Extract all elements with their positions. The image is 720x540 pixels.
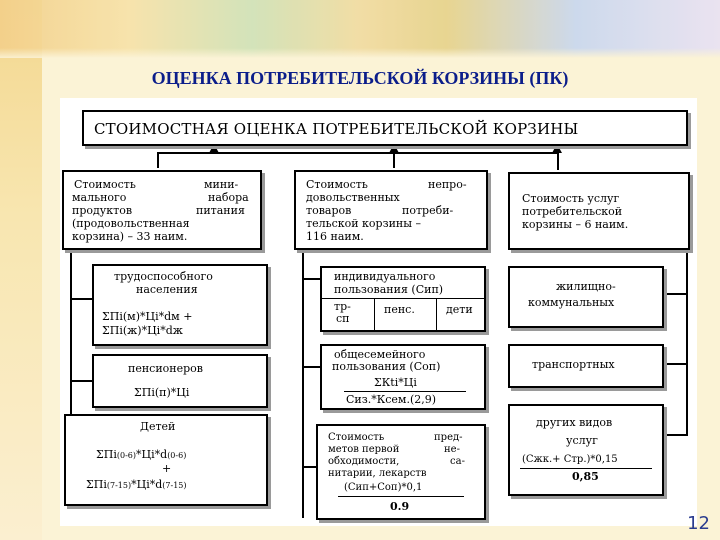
nonfood-text: довольственных [306,191,400,204]
formula-part: d [160,448,168,461]
connector [686,248,688,436]
nonfood-text: 116 наим. [306,230,364,243]
connector [302,466,316,468]
services-box [508,172,690,250]
connector [213,150,215,153]
food-text: мини- [204,178,239,191]
connector [70,248,72,418]
services-text: потребительской [522,205,623,218]
pensioners-box [92,354,268,408]
family-coef: Сиз.*Ксем.(2,9) [346,393,437,406]
total-cost-label: СТОИМОСТНАЯ ОЦЕНКА ПОТРЕБИТЕЛЬСКОЙ КОРЗИНЫ [94,120,579,138]
children-formula-1 [96,448,186,461]
essentials-text: Стоимость [328,432,385,443]
children-label: Детей [140,420,176,433]
connector [302,278,320,280]
nonfood-text: Стоимость [306,178,368,191]
connector [664,434,686,436]
food-text: набора [208,191,249,204]
working-text: трудоспособного [114,270,213,283]
connector [664,293,686,295]
connector [557,152,559,170]
nonfood-text: тельской корзины – [306,217,422,230]
connector [70,380,92,382]
children-formula-2 [86,478,187,491]
nonfood-text: потреби- [402,204,454,217]
family-use-box [320,344,486,410]
essentials-text: метов первой [328,444,400,455]
top-decor-band [0,0,720,58]
nonfood-text: товаров [306,204,352,217]
table-divider [436,298,437,330]
nonfood-box [294,170,488,250]
formula-part: d [155,478,163,491]
food-text: мального [72,191,127,204]
food-text: (продовольственная [72,217,190,230]
diagram-area [60,98,697,526]
food-text: корзина) – 33 наим. [72,230,188,243]
total-cost-box [82,110,688,146]
working-age-box [92,264,268,346]
other-services-box [508,404,664,496]
essentials-box [316,424,486,520]
children-box [64,414,268,506]
connector [157,152,159,168]
family-formula: ΣКti*Цi [374,376,417,389]
table-divider [374,298,375,330]
individual-col-pension: пенс. [384,303,415,316]
formula-underline [520,468,652,469]
connector [664,363,686,365]
connector [302,246,304,518]
individual-text: пользования (Сип) [334,283,444,296]
services-text: Стоимость услуг [522,192,620,205]
transport-label: транспортных [532,358,615,371]
essentials-text: не- [444,444,460,455]
essentials-text: нитарии, лекарств [328,468,427,479]
formula-underline [338,496,464,497]
individual-col-working: тр- [334,300,351,313]
individual-col-working: сп [336,312,350,325]
housing-text: жилищно- [556,280,616,293]
connector [70,298,92,300]
individual-text: индивидуального [334,270,436,283]
formula-sub: (7-15) [106,481,132,490]
food-text: продуктов [72,204,133,217]
page-number: 12 [687,513,710,534]
other-text: услуг [566,434,598,447]
pensioners-label: пенсионеров [128,362,203,375]
working-text: населения [136,283,198,296]
housing-box [508,266,664,328]
table-divider [322,298,484,299]
connector [302,366,320,368]
formula-underline [344,391,466,392]
transport-box [508,344,664,388]
individual-use-box [320,266,486,332]
essentials-formula: (Сип+Соп)*0,1 [344,482,423,493]
food-text: питания [196,204,245,217]
essentials-text: пред- [434,432,463,443]
family-text: общесемейного [334,348,426,361]
formula-part: ΣПi [96,448,117,461]
other-value: 0,85 [572,470,599,483]
formula-part: ΣПi [86,478,107,491]
individual-col-children: дети [446,303,473,316]
food-basket-box [62,170,262,250]
formula-sub: (0-6) [167,451,187,460]
nonfood-text: непро- [428,178,467,191]
housing-text: коммунальных [528,296,615,309]
other-formula: (Сжк.+ Стр.)*0,15 [522,454,618,465]
formula-part: *Цi* [136,448,161,461]
slide-title: ОЦЕНКА ПОТРЕБИТЕЛЬСКОЙ КОРЗИНЫ (ПК) [151,68,569,88]
formula-sub: (0-6) [116,451,137,460]
formula-sub: (7-15) [162,481,187,490]
children-plus: + [162,462,172,475]
essentials-text: са- [450,456,465,467]
pensioners-formula: ΣПi(п)*Цi [134,386,190,399]
working-formula: ΣПi(ж)*Цi*dж [102,324,183,337]
other-text: других видов [536,416,613,429]
essentials-text: обходимости, [328,456,400,467]
essentials-value: 0.9 [390,500,410,513]
working-formula: ΣПi(м)*Цi*dм + [102,310,193,323]
formula-part: *Цi* [131,478,156,491]
services-text: корзины – 6 наим. [522,218,629,231]
food-text: Стоимость [74,178,136,191]
family-text: пользования (Соп) [332,360,441,373]
